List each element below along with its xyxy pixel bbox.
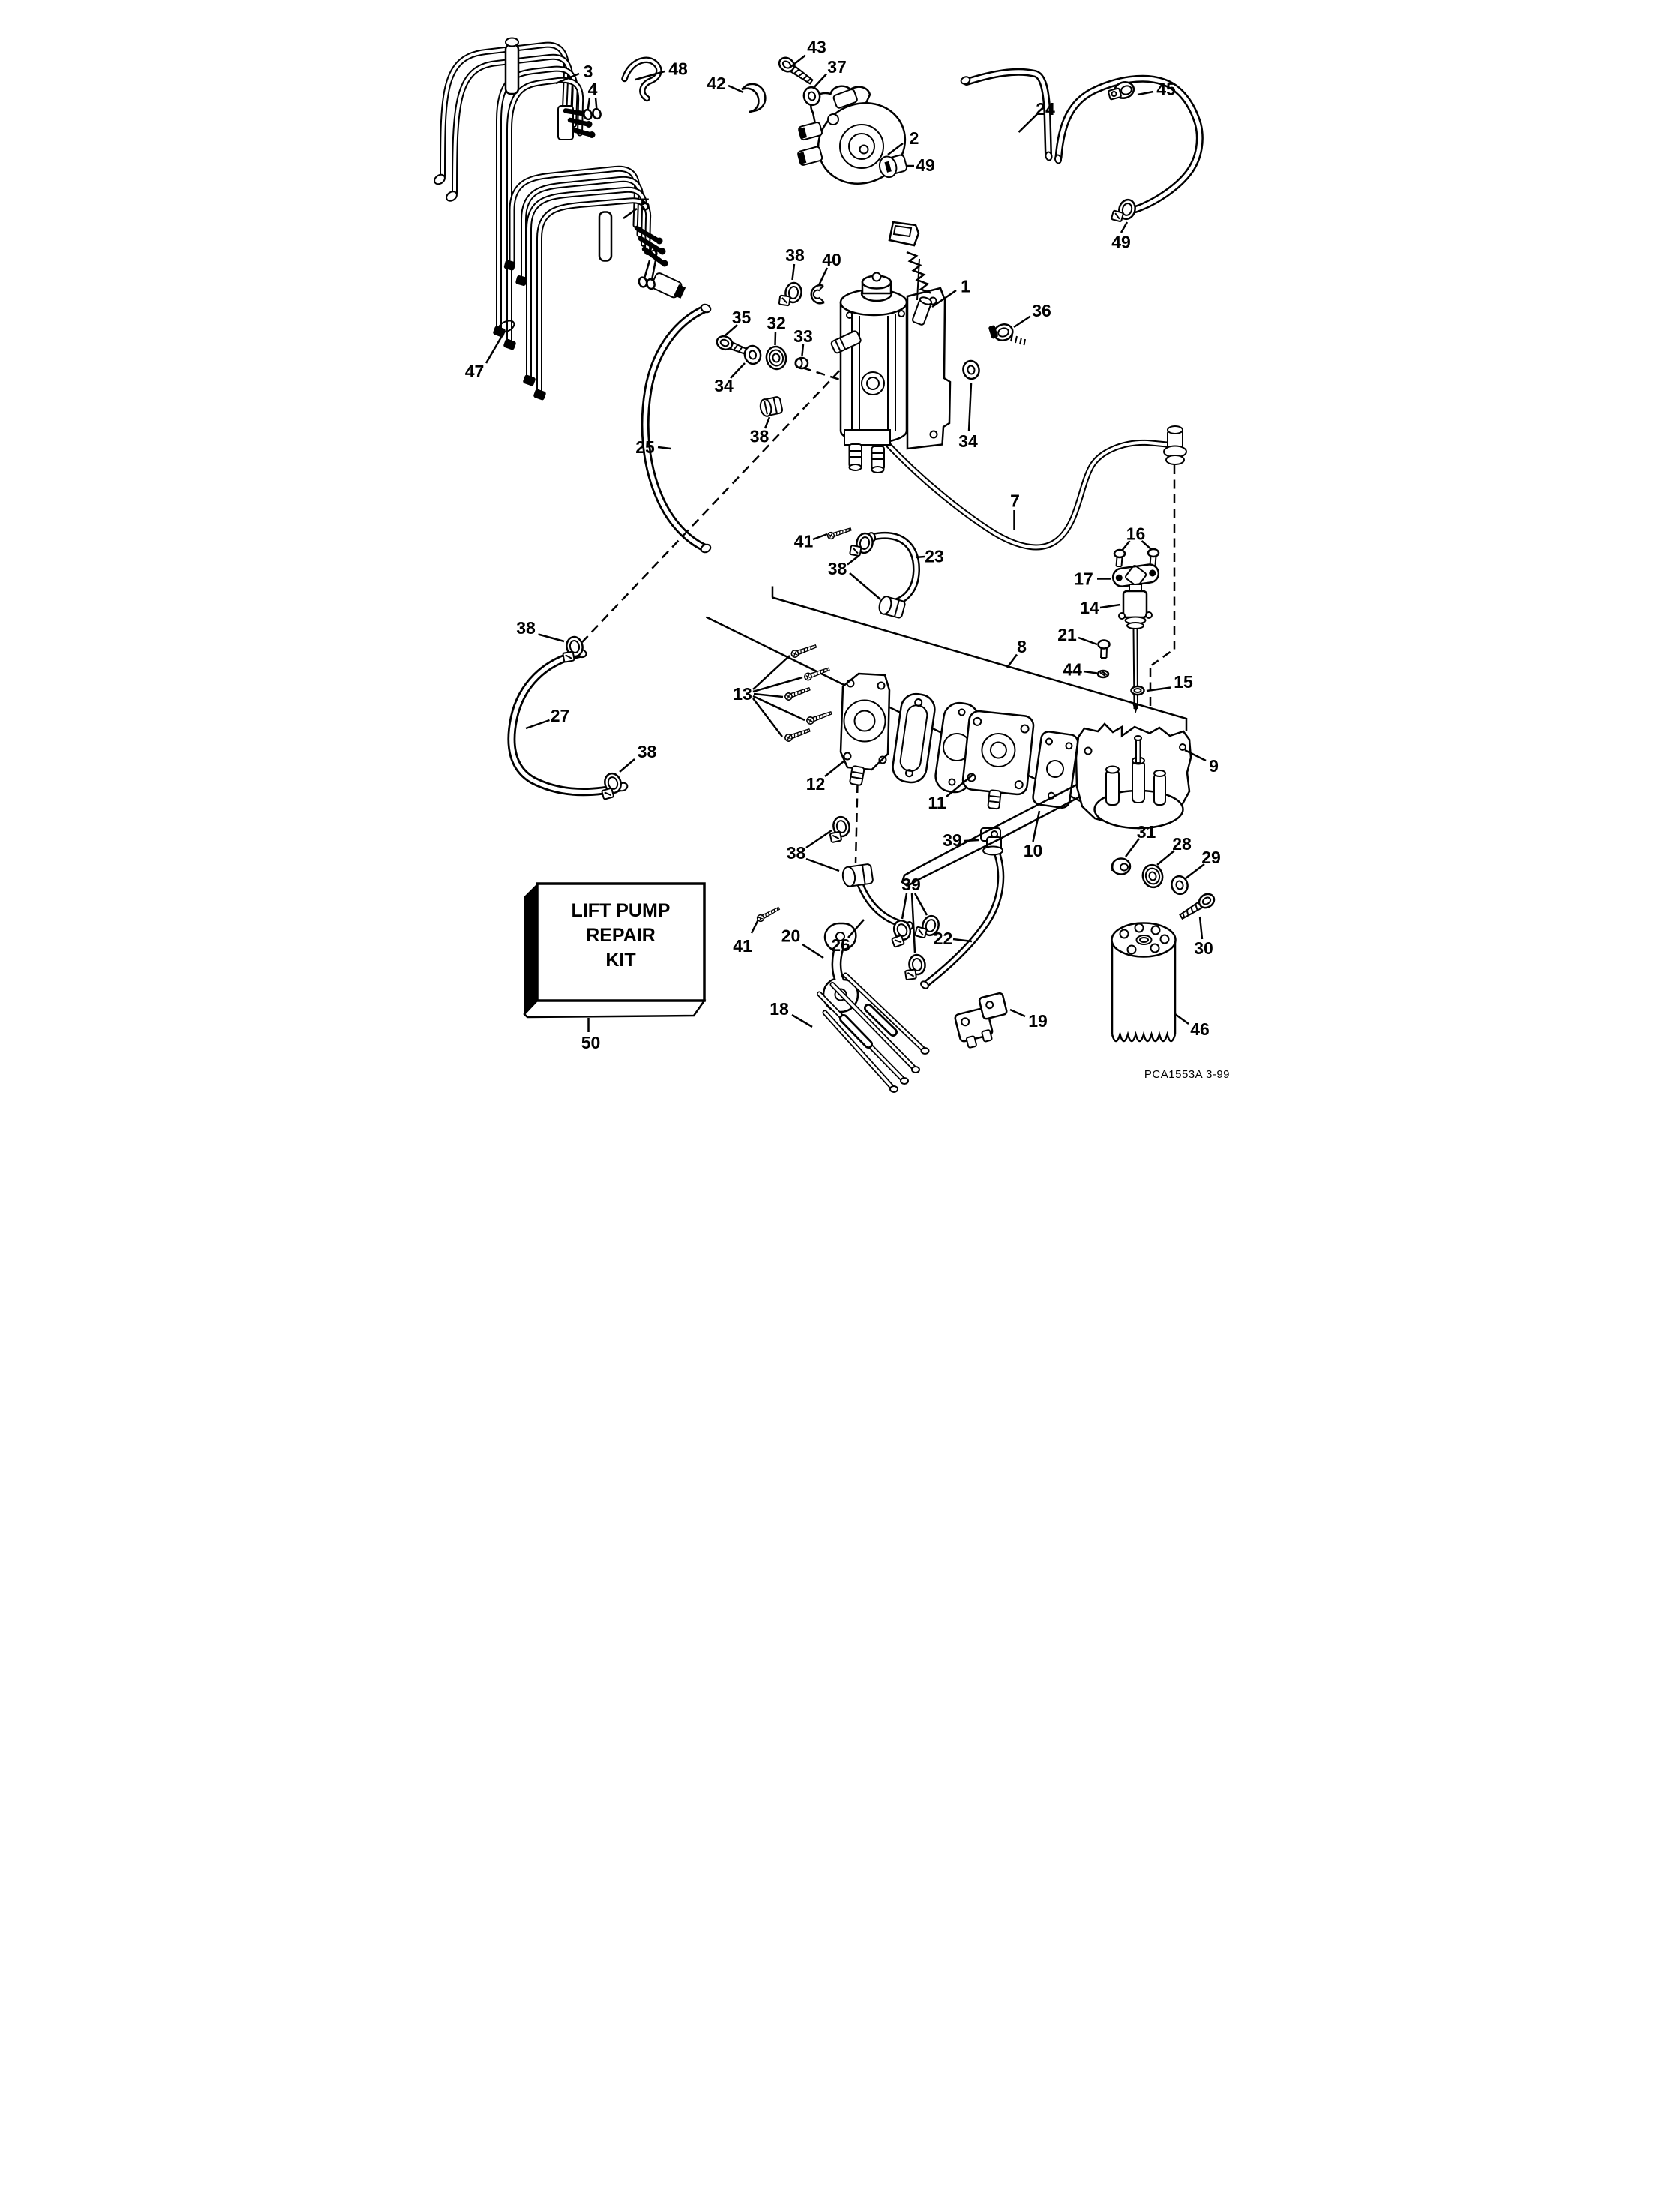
clamp-38-top xyxy=(779,281,803,308)
callout-label-31: 31 xyxy=(1136,822,1156,842)
callout-label-40: 40 xyxy=(822,250,842,269)
callout-label-18: 18 xyxy=(770,999,789,1019)
plug-44 xyxy=(1098,671,1108,677)
callout-leader-13 xyxy=(753,698,782,737)
kit-box-line-3: KIT xyxy=(605,950,636,971)
clamp-38-bottom xyxy=(827,815,852,842)
callout-label-20: 20 xyxy=(781,926,801,946)
callout-leader-19 xyxy=(1010,1010,1025,1016)
callout-leader-38 xyxy=(806,830,832,848)
repair-kit-box xyxy=(524,884,704,1017)
callout-leader-38 xyxy=(620,759,634,772)
callout-label-34: 34 xyxy=(958,431,978,451)
callout-label-47: 47 xyxy=(464,362,484,381)
callout-label-35: 35 xyxy=(731,308,752,327)
callout-label-14: 14 xyxy=(1080,598,1100,617)
callout-label-38: 38 xyxy=(827,559,848,578)
callout-leader-25 xyxy=(658,447,670,449)
fuel-pump-1 xyxy=(830,222,950,473)
callout-label-49: 49 xyxy=(916,155,935,175)
callout-label-24: 24 xyxy=(1036,99,1055,119)
callout-label-15: 15 xyxy=(1174,672,1193,692)
fuel-filter-46 xyxy=(1112,923,1176,1042)
kit-box-line-1: LIFT PUMP xyxy=(571,900,670,921)
callout-leader-21 xyxy=(1078,638,1097,644)
fitting-36 xyxy=(988,322,1025,345)
fuel-line-7 xyxy=(877,432,1167,547)
callout-label-49: 49 xyxy=(1112,232,1131,252)
callout-label-32: 32 xyxy=(766,313,786,333)
callout-label-36: 36 xyxy=(1032,301,1052,320)
plug-38-mid xyxy=(759,396,783,417)
callout-label-38: 38 xyxy=(786,843,806,863)
oring-4-a xyxy=(583,109,592,120)
fitting-38-bottom xyxy=(842,863,873,887)
callout-label-38: 38 xyxy=(516,618,536,638)
clip-42 xyxy=(742,84,765,112)
callout-leader-38 xyxy=(850,573,880,599)
callout-leader-44 xyxy=(1084,671,1097,674)
callout-label-30: 30 xyxy=(1194,938,1214,958)
callout-label-42: 42 xyxy=(706,74,726,93)
callout-leader-18 xyxy=(792,1015,812,1027)
callout-leader-33 xyxy=(802,344,804,356)
callout-leader-6 xyxy=(644,260,650,278)
callout-label-46: 46 xyxy=(1190,1019,1210,1039)
callout-label-16: 16 xyxy=(1126,524,1146,544)
callout-leader-40 xyxy=(819,268,827,285)
callout-label-17: 17 xyxy=(1074,569,1094,589)
screw-41-upper xyxy=(827,526,852,539)
callout-leader-41 xyxy=(813,534,827,539)
callout-leader-13 xyxy=(753,677,802,692)
callout-label-39: 39 xyxy=(902,875,921,894)
callout-leader-34 xyxy=(969,383,971,431)
callout-label-13: 13 xyxy=(733,684,752,704)
callout-label-3: 3 xyxy=(583,62,593,81)
connector-19 xyxy=(952,992,1013,1049)
washer-34-left xyxy=(743,344,763,365)
callout-label-48: 48 xyxy=(668,59,688,79)
eclip-40 xyxy=(812,285,824,303)
hose-23 xyxy=(868,532,916,603)
callout-leader-20 xyxy=(802,944,824,958)
callout-leader-10 xyxy=(1034,811,1040,842)
callout-label-28: 28 xyxy=(1172,834,1192,854)
callout-label-23: 23 xyxy=(925,546,944,566)
callout-label-19: 19 xyxy=(1028,1011,1048,1031)
callout-label-12: 12 xyxy=(806,774,826,794)
callout-label-33: 33 xyxy=(794,326,813,346)
grommet-32 xyxy=(764,345,788,371)
callout-label-38: 38 xyxy=(637,742,657,761)
fuel-manifold-tubes-3 xyxy=(433,38,659,351)
callout-label-27: 27 xyxy=(550,706,570,725)
bushing-33 xyxy=(796,358,808,368)
callout-leader-47 xyxy=(486,331,505,363)
gasket-a xyxy=(891,692,937,785)
callout-leader-39 xyxy=(902,893,907,919)
pump-center-11 xyxy=(961,710,1035,812)
callout-label-43: 43 xyxy=(807,37,826,57)
callout-label-7: 7 xyxy=(1010,491,1020,511)
callout-label-39: 39 xyxy=(943,830,962,850)
washer-31 xyxy=(1112,859,1130,875)
callout-label-25: 25 xyxy=(635,437,655,457)
screws-13 xyxy=(784,643,832,742)
exploded-parts-diagram xyxy=(420,0,1260,1093)
callout-leader-27 xyxy=(526,720,550,728)
callout-leader-30 xyxy=(1200,917,1202,939)
callout-label-9: 9 xyxy=(1209,756,1219,776)
callout-leader-12 xyxy=(825,761,844,776)
diagram-page xyxy=(420,0,1260,1093)
callout-leader-46 xyxy=(1175,1014,1189,1024)
callout-label-29: 29 xyxy=(1202,848,1221,867)
elbow-fitting-7 xyxy=(1164,426,1186,464)
callout-leader-4 xyxy=(596,98,597,110)
callout-leader-13 xyxy=(753,656,790,689)
callout-leader-38 xyxy=(806,859,839,871)
callout-label-1: 1 xyxy=(961,276,970,296)
hose-25 xyxy=(645,303,712,554)
callout-label-22: 22 xyxy=(933,929,953,948)
callout-leader-38 xyxy=(793,264,795,280)
callout-leader-24 xyxy=(1019,115,1037,133)
callout-leader-8 xyxy=(1007,655,1017,668)
callout-leader-13 xyxy=(754,694,783,697)
callout-label-37: 37 xyxy=(827,57,847,77)
callout-leader-14 xyxy=(1100,605,1120,608)
callout-leader-39 xyxy=(915,893,927,915)
callout-leader-38 xyxy=(538,635,565,642)
grommet-28 xyxy=(1141,863,1166,890)
callout-leader-42 xyxy=(728,86,743,92)
bolt-30 xyxy=(1178,891,1217,922)
callout-leader-38 xyxy=(848,556,859,565)
clamp-49-right xyxy=(1112,197,1138,224)
clamp-38-left-lower xyxy=(598,772,624,800)
screw-41-lower xyxy=(756,905,781,923)
callout-leader-41 xyxy=(752,920,758,933)
screw-43 xyxy=(777,55,815,87)
callout-label-10: 10 xyxy=(1023,841,1043,860)
callout-leader-49 xyxy=(1121,222,1127,233)
callout-label-34: 34 xyxy=(714,376,734,395)
lift-pump-body-12 xyxy=(841,674,890,785)
callout-leader-28 xyxy=(1157,851,1174,865)
clamp-38-left-upper xyxy=(560,635,584,662)
callout-label-21: 21 xyxy=(1058,625,1077,644)
callout-label-45: 45 xyxy=(1156,79,1176,99)
callout-label-2: 2 xyxy=(909,128,920,148)
callout-label-8: 8 xyxy=(1017,637,1027,656)
callout-label-11: 11 xyxy=(928,793,946,812)
clamp-38-hose23 xyxy=(850,531,874,557)
footer-part-code: PCA1553A 3-99 xyxy=(1144,1068,1230,1081)
callout-label-4: 4 xyxy=(587,80,598,99)
hose-27 xyxy=(512,648,628,791)
callout-leader-4 xyxy=(588,98,590,110)
callout-label-41: 41 xyxy=(733,936,752,956)
callout-leader-36 xyxy=(1014,317,1030,328)
callout-label-5: 5 xyxy=(640,194,650,215)
callout-leader-37 xyxy=(813,74,826,89)
oring-15 xyxy=(1132,686,1144,695)
bolt-21 xyxy=(1099,641,1110,659)
callout-leader-39 xyxy=(964,840,979,841)
callout-label-26: 26 xyxy=(831,935,850,955)
kit-box-line-2: REPAIR xyxy=(586,925,656,946)
bolts-16 xyxy=(1114,549,1159,566)
washer-34-right xyxy=(962,359,981,380)
callout-label-41: 41 xyxy=(794,531,814,551)
callout-label-38: 38 xyxy=(785,245,805,265)
callout-label-6: 6 xyxy=(648,242,658,261)
callout-label-38: 38 xyxy=(749,426,770,446)
callout-label-50: 50 xyxy=(580,1033,601,1052)
callout-label-44: 44 xyxy=(1063,659,1082,680)
callout-leader-45 xyxy=(1138,92,1154,95)
